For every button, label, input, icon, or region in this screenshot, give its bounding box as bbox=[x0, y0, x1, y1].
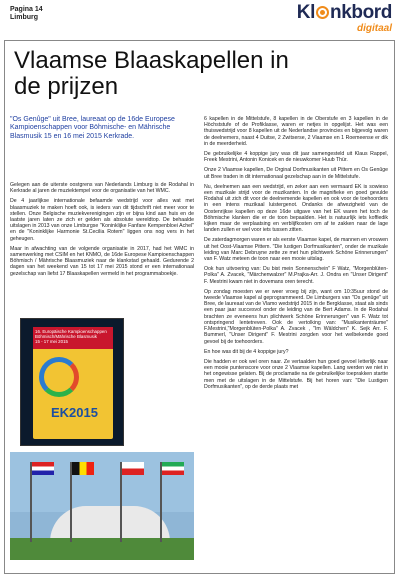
paragraph: Ook hun uitvoering van: Du bist mein Sonnenschein" F Watz, "Morgenblüten-Polka" A. Zvacek, "Märchenwalzer" M.Prajka-Arr. J. Ondra en "Unser Dirigent" F. Mestrini kwam niet in dovemans oren terecht. bbox=[204, 266, 388, 285]
paragraph: Op zondag moesten we er weer vroeg bij zijn, want om 10:35uur stond de tweede Vlaamse kapel al geprogrammeerd. De Limburgers van "Os genûge" uit Bree, de laureaat van de Vlamo wedstrijd 2015 in de Bergklasse, staat als sinds een paar jaar succesvol onder de leiding van de Bert Adams. In de Rodahal brachten ze eveneens hun plichtwerk Schöne Erinnerungen" van F. Watz tot ontspringend lentetreven. Ook de vertolking van: "Musikantenträume" F.Mestrini,"Morgenblüten-Polka" A. Zvacek , "Im Wäldchen" K. Sejk Arr. F. Bummerl, "Unser Dirigent" F. Mestrini zorgden voor het welbekende goed gevoel bij de toehoorders. bbox=[204, 288, 388, 345]
paragraph: Gelegen aan de uiterste oostgrens van Nederlands Limburg is de Rodahal in Kerkrade al jaren de muziektempel voor de organisatie van het WMC. bbox=[10, 182, 194, 195]
article-title: Vlaamse Blaaskapellen in de prijzen bbox=[14, 47, 289, 100]
sky bbox=[10, 452, 194, 512]
section-label: Limburg bbox=[10, 14, 38, 21]
flags-photo bbox=[10, 452, 194, 560]
swirl-graphic bbox=[39, 357, 79, 397]
poster-banner bbox=[33, 327, 113, 349]
flag-icon bbox=[72, 462, 94, 475]
paragraph: Onze 2 Vlaamse kapellen, De Orginal Dorfmusikanten uit Pittem en Os Genûge uit Bree traden in dit internationaal gezelschap aan in de Mittelstufe. bbox=[204, 167, 388, 180]
brand-name: Kl nkbord bbox=[296, 2, 392, 23]
poster-logo-text: EK2015 bbox=[51, 405, 98, 420]
paragraph: Die hadden er ook wel oren naar. Ze vertaalden hun goed gevoel letterlijk naar een mooie puntenscore voor onze 2 Vlaamse kapellen. Lang werden we niet in het ongewisse gelaten. Bij de proclamatie na de gebruikelijke toeprakken startte men met de uitslagen in de Mittelstufe. Bij het horen van: "Die Lustigen Dorfmusikanten", op de derde plaats met bbox=[204, 358, 388, 390]
grass bbox=[10, 538, 194, 560]
flag-icon bbox=[122, 462, 144, 475]
logo-o-icon bbox=[316, 6, 329, 19]
flag-icon bbox=[32, 462, 54, 475]
poster-banner-text: 16. Europäische Kampioenschappen Böhmisch/Mährische Blasmusik bbox=[35, 329, 107, 339]
paragraph: De zaterdagmorgen waren er als eerste Vlaamse kapel, de mannen en vrouwen uit het Oost-Vlaamse Pittem. "Die lustigen Dorfmusikanten", onder de muzikale leiding van Marc Debruyne zette ze met hun plichtwerk Schöne Erinnerungen" van F. Watz meteen de toon naar een mooie uitslag. bbox=[204, 237, 388, 263]
brand-subtitle: digitaal bbox=[356, 23, 392, 34]
tent-roof bbox=[50, 506, 170, 542]
poster bbox=[33, 327, 113, 439]
paragraph: De gebruikelijke 4 koppige jury was dit jaar samengesteld uit Klaus Rappel, Freek Mestrini, Antonin Konicek en de nieuwkomer Huub Thür. bbox=[204, 151, 388, 164]
right-column bbox=[204, 116, 388, 394]
page-header bbox=[0, 0, 400, 40]
paragraph: De 4 jaarlijkse internationale befaamde wedstrijd voor alles wat met blaasmuziek te maken hoeft ook, is ieders van dit tijdschrift niet meer voor te stellen. Onze Belgische muziekverenigingen zijn er bijna kind aan huis en de laatste jaren laten ze zich er gelden als absolute wereldtop. De behaalde uitslagen in 2013 van onze Limburgse "Koninklijke Fanfare Kempenbloei Achel" en de "Koninklijke Harmonie St.Cecilia Rotem" liggen ons nog vers in het geheugen. bbox=[10, 198, 194, 242]
paragraph: En hoe was dit bij de 4 koppige jury? bbox=[204, 348, 289, 355]
paragraph: Maar in afwachting van de volgende organisatie in 2017, had het WMC in samenwerking met CSIM en het KNMO, de 16de Europese Kampioenschappen Böhmisch / Mährische Blaasmuziek naar de klankstad gehaald. Gedurende 2 dagen van het weekend van 15 tot 17 mei 2015 stond er een internationaal gezelschap van liefst 17 Blaaskapellen vermeld in het programmaboekje. bbox=[10, 245, 194, 277]
poster-photo bbox=[20, 318, 124, 446]
flag-icon bbox=[162, 462, 184, 475]
paragraph: Nu, deelnemen aan een wedstrijd, en zeker aan een vermaard EK is sowieso een muzikale strijd voor de muzikanten. In de magnifieke en goed gevulde Rodahal uit zich dit voor de deelnemende kapellen en ook voor de toehoorders in een intens muzikaal luistergenot. Ondanks de afwezigheid van de Oostenrijkse kapellen op deze 16de uitgave van het EK waren het toch de Böhmische klanken die er de toon bepaalden. Het is natuurlijk iets koffiedik kijken maar de verplaatsing en verblijfkosten om af te zakken naar de lage landen zullen er wel voor iets tussen zitten. bbox=[204, 183, 388, 234]
page-number: Pagina 14 bbox=[10, 6, 43, 13]
poster-date-text: 15 - 17 mei 2015 bbox=[35, 339, 68, 344]
left-column bbox=[10, 182, 194, 281]
paragraph: 6 kapellen in de Mittelstufe, 8 kapellen in de Oberstufe en 3 kapellen in de Höchststufe of de Profiklasse, waren er netjes in opgelijst. Het was een thuiswedstrijd voor 8 kapellen uit de Nederlandse provincies en bijgevolg waren de deelnemers, naast 4 Duitse, 2 Zwitserse, 2 Vlaamse en 1 Roemeense er dik in de meerderheid. bbox=[204, 116, 388, 147]
klankbord-logo bbox=[280, 2, 392, 38]
page-label bbox=[10, 6, 43, 22]
article-lead: "Os Genûge" uit Bree, laureaat op de 16de Europese Kampioenschappen voor Böhmische- en Mährische Blasmusik 15 en 16 mei 2015 Kerkrade. bbox=[10, 116, 175, 140]
